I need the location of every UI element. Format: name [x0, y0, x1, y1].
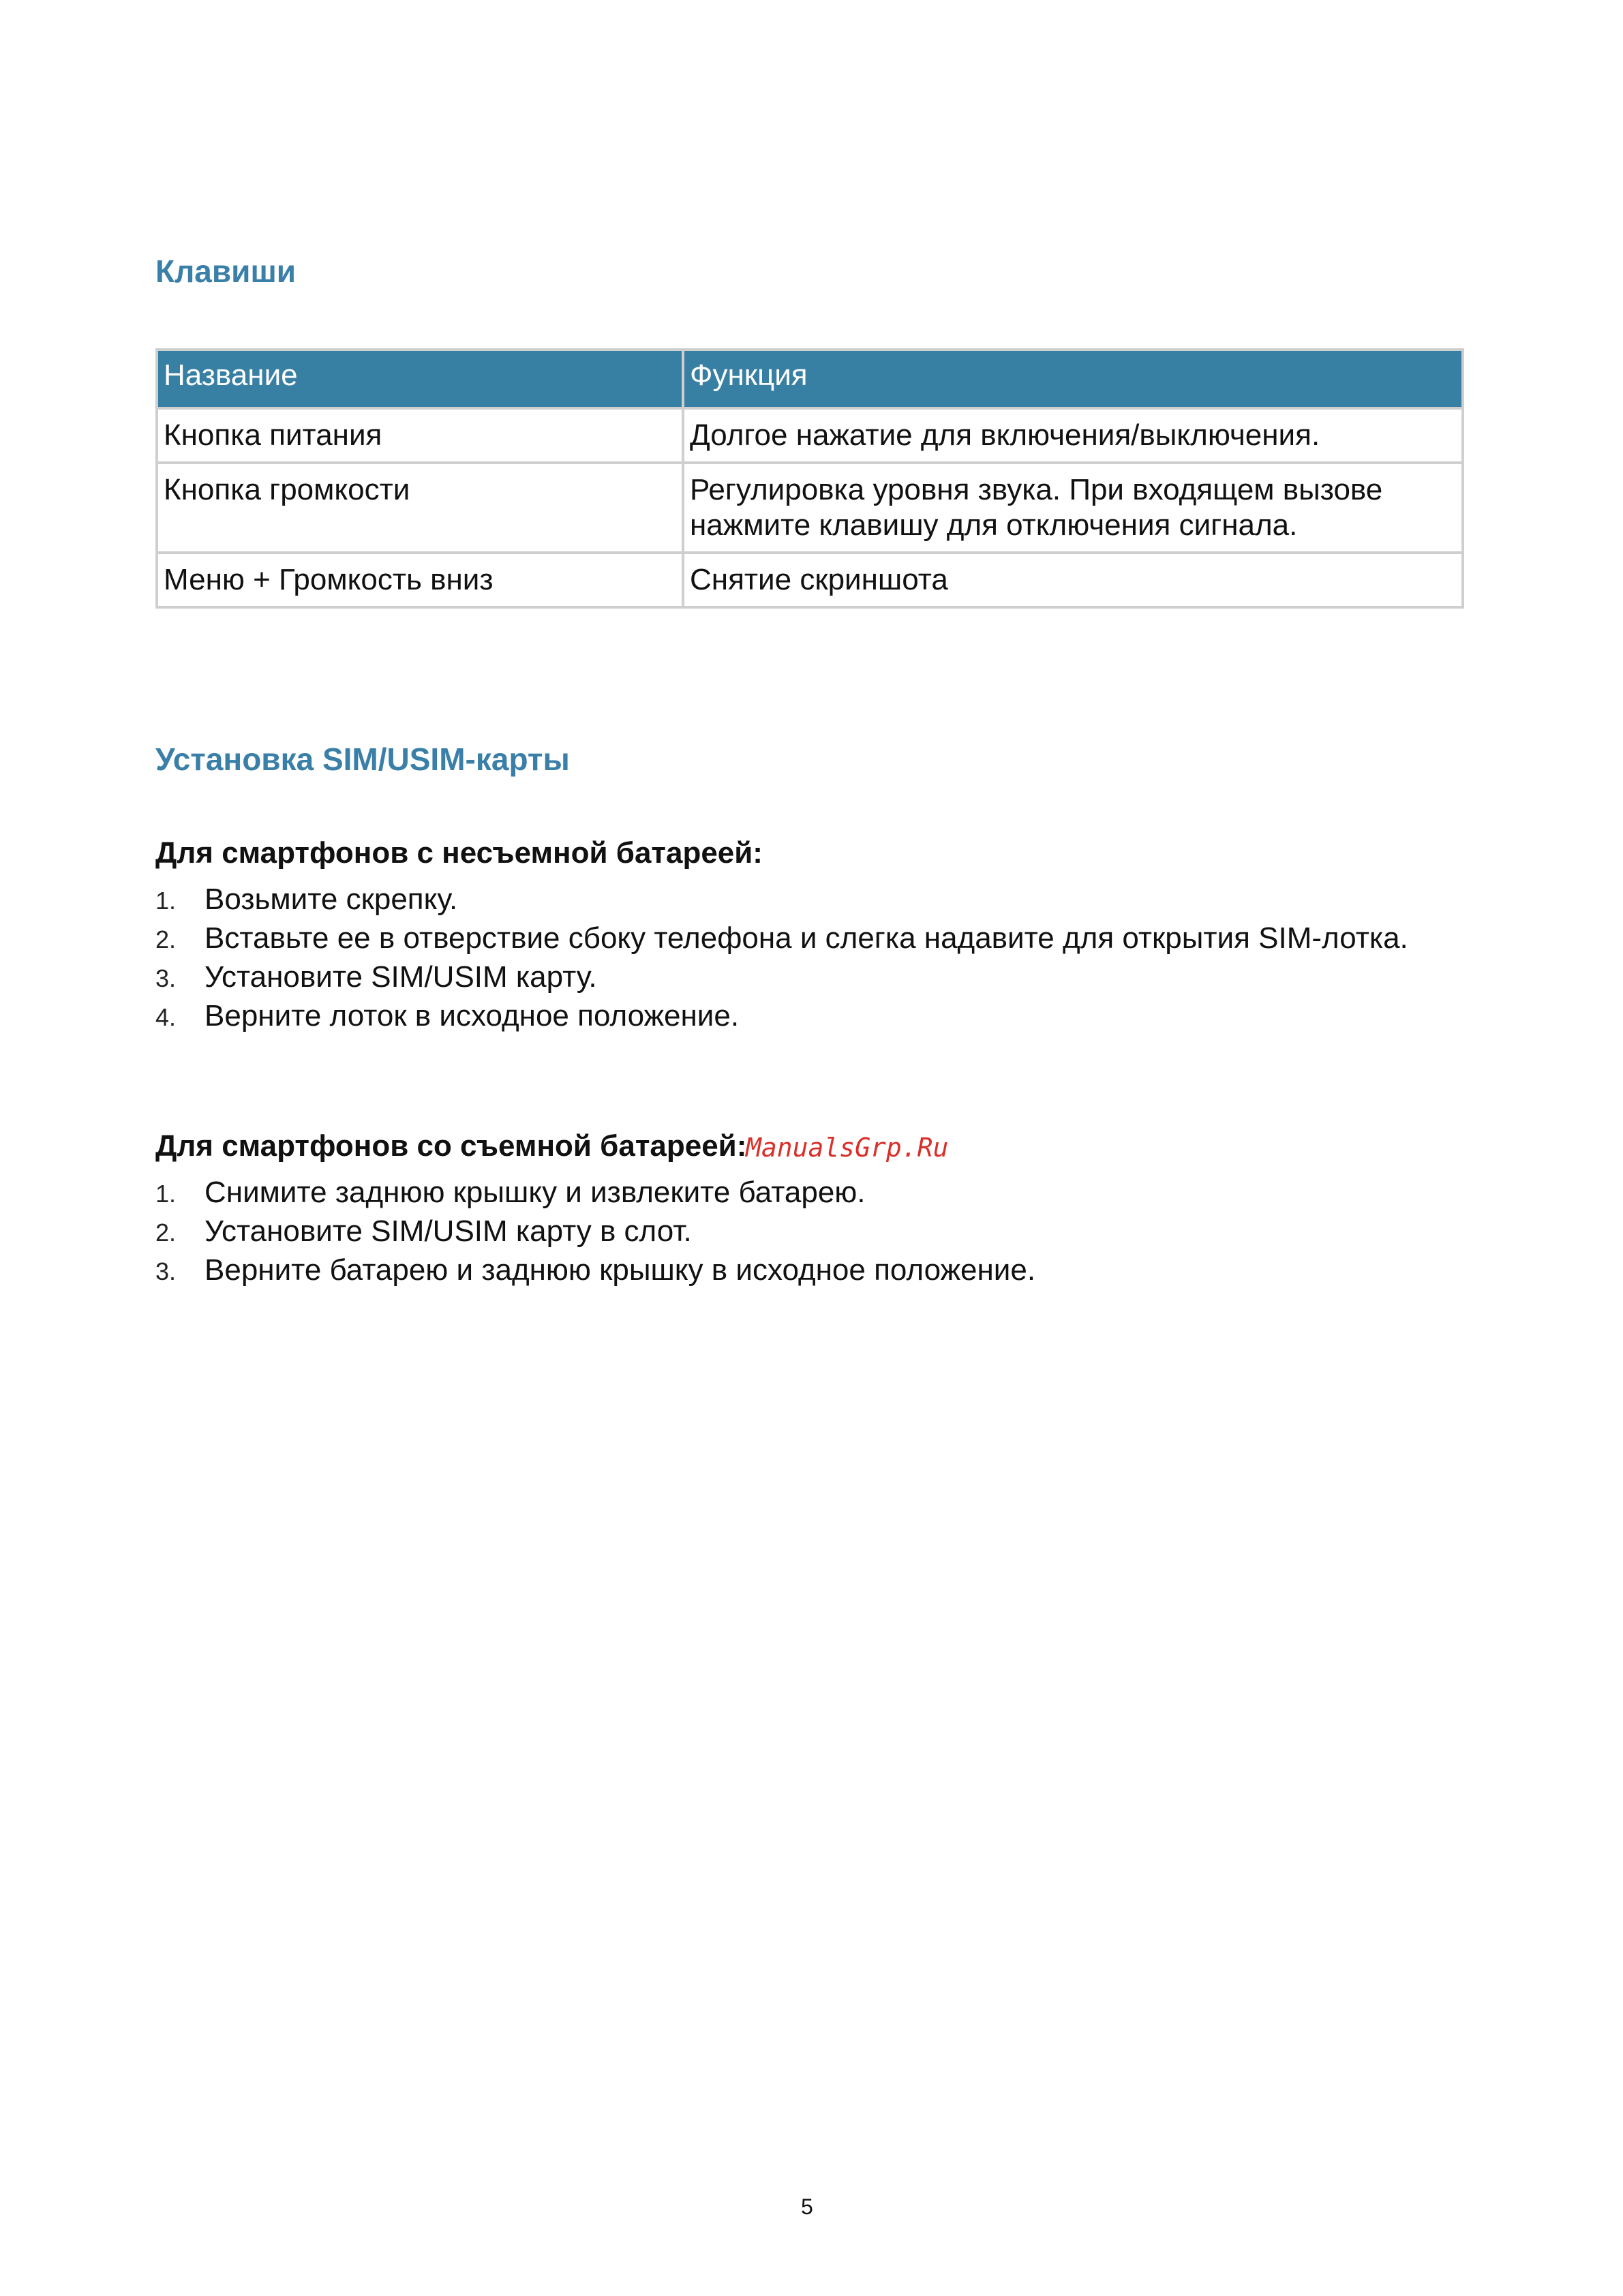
step-text: Установите SIM/USIM карту.	[204, 960, 597, 994]
step-number: 1.	[155, 1180, 177, 1208]
header-function: Функция	[683, 350, 1463, 408]
step-number: 3.	[155, 964, 177, 992]
step-text: Верните батарею и заднюю крышку в исходное положение.	[204, 1253, 1036, 1287]
page-number: 5	[801, 2194, 813, 2219]
removable-steps-list	[155, 1173, 1035, 1289]
step-number: 1.	[155, 887, 177, 915]
list-item	[155, 1251, 1035, 1289]
watermark: ManualsGrp.Ru	[746, 1133, 949, 1163]
key-function-cell: Снятие скриншота	[683, 553, 1463, 607]
removable-battery-heading: Для смартфонов со съемной батареей:	[155, 1129, 747, 1163]
table-header-row	[157, 350, 1463, 408]
step-text: Снимите заднюю крышку и извлеките батарею.	[204, 1176, 866, 1209]
keys-table	[155, 348, 1464, 609]
table-row	[157, 408, 1463, 463]
step-text: Возьмите скрепку.	[204, 883, 458, 916]
list-item	[155, 919, 1408, 958]
list-item	[155, 996, 1408, 1035]
step-number: 2.	[155, 1219, 177, 1246]
key-function-cell: Долгое нажатие для включения/выключения.	[683, 408, 1463, 463]
step-number: 2.	[155, 925, 177, 953]
step-text: Верните лоток в исходное положение.	[204, 999, 740, 1032]
list-item	[155, 1173, 1035, 1212]
sim-section-title: Установка SIM/USIM-карты	[155, 741, 570, 777]
key-name-cell: Кнопка громкости	[157, 463, 683, 553]
list-item	[155, 880, 1408, 919]
table-row	[157, 463, 1463, 553]
table-row	[157, 553, 1463, 607]
header-name: Название	[157, 350, 683, 408]
step-number: 4.	[155, 1003, 177, 1031]
key-name-cell: Кнопка питания	[157, 408, 683, 463]
step-number: 3.	[155, 1257, 177, 1285]
step-text: Вставьте ее в отверствие сбоку телефона и слегка надавите для открытия SIM-лотка.	[204, 921, 1408, 955]
non-removable-battery-heading: Для смартфонов с несъемной батареей:	[155, 836, 763, 870]
list-item	[155, 958, 1408, 996]
step-text: Установите SIM/USIM карту в слот.	[204, 1214, 692, 1248]
key-name-cell: Меню + Громкость вниз	[157, 553, 683, 607]
keys-section-title: Клавиши	[155, 254, 297, 289]
list-item	[155, 1212, 1035, 1251]
key-function-cell: Регулировка уровня звука. При входящем вызове нажмите клавишу для отключения сигнала.	[683, 463, 1463, 553]
non-removable-steps-list	[155, 880, 1408, 1035]
